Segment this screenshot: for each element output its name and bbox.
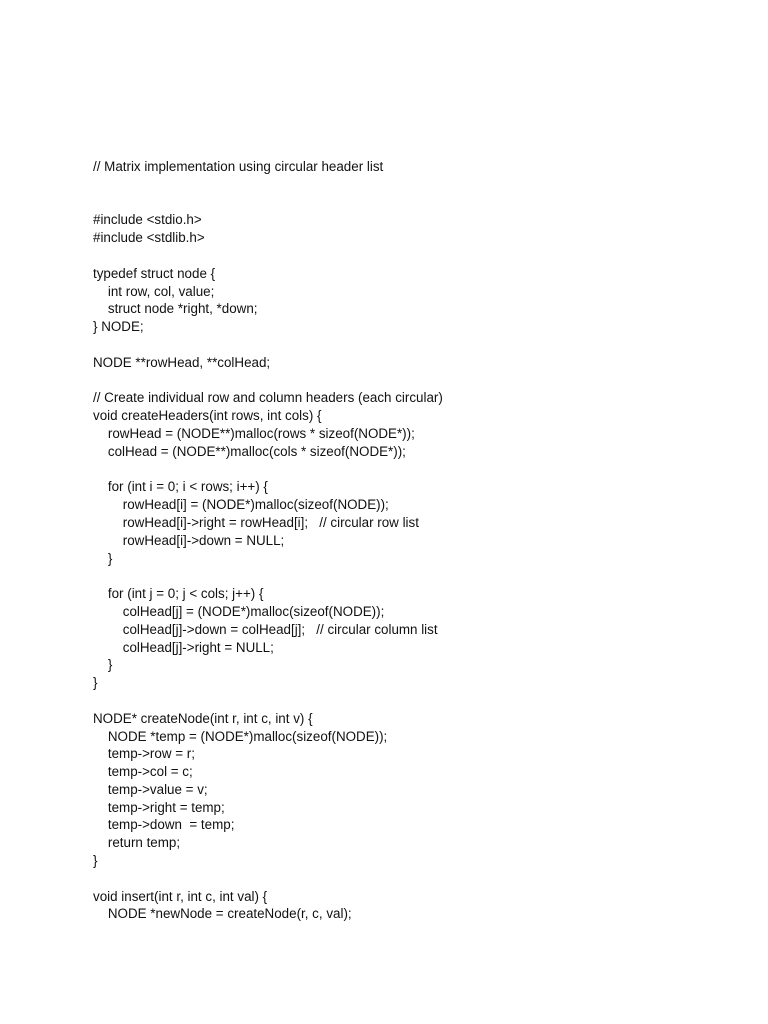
code-line: temp->value = v;	[93, 781, 208, 797]
code-line: }	[93, 675, 98, 691]
code-line: temp->down = temp;	[93, 817, 235, 833]
code-line	[93, 372, 733, 390]
code-line: temp->row = r;	[93, 746, 195, 762]
code-line	[93, 567, 733, 585]
code-line: NODE **rowHead, **colHead;	[93, 354, 271, 370]
code-line	[93, 247, 733, 265]
code-line: } NODE;	[93, 319, 144, 335]
code-line: rowHead[i]->down = NULL;	[93, 532, 285, 548]
code-line: temp->right = temp;	[93, 799, 225, 815]
code-line	[93, 461, 733, 479]
code-line: }	[93, 853, 98, 869]
code-line	[93, 692, 733, 710]
code-line: temp->col = c;	[93, 764, 193, 780]
code-line: int row, col, value;	[93, 283, 215, 299]
code-line: struct node *right, *down;	[93, 301, 258, 317]
code-line	[93, 336, 733, 354]
code-listing	[93, 158, 733, 923]
code-line: colHead[j]->right = NULL;	[93, 639, 274, 655]
code-line: rowHead[i]->right = rowHead[i]; // circular row list	[93, 514, 419, 530]
code-line: for (int i = 0; i < rows; i++) {	[93, 479, 268, 495]
code-line: colHead[j] = (NODE*)malloc(sizeof(NODE));	[93, 603, 385, 619]
code-line: // Create individual row and column headers (each circular)	[93, 390, 443, 406]
code-line: return temp;	[93, 835, 181, 851]
code-line: NODE *temp = (NODE*)malloc(sizeof(NODE));	[93, 728, 388, 744]
code-line	[93, 870, 733, 888]
code-line	[93, 194, 733, 212]
code-line: }	[93, 550, 113, 566]
code-line: }	[93, 657, 113, 673]
code-line: NODE* createNode(int r, int c, int v) {	[93, 710, 313, 726]
code-line: colHead[j]->down = colHead[j]; // circular column list	[93, 621, 438, 637]
code-line: void insert(int r, int c, int val) {	[93, 888, 268, 904]
code-line: for (int j = 0; j < cols; j++) {	[93, 586, 264, 602]
code-line: #include <stdio.h>	[93, 212, 202, 228]
code-line: #include <stdlib.h>	[93, 230, 205, 246]
code-line: void createHeaders(int rows, int cols) {	[93, 408, 322, 424]
code-line: rowHead = (NODE**)malloc(rows * sizeof(NODE*));	[93, 425, 415, 441]
code-line	[93, 176, 733, 194]
code-line: // Matrix implementation using circular header list	[93, 159, 384, 174]
code-line: typedef struct node {	[93, 265, 216, 281]
code-line: NODE *newNode = createNode(r, c, val);	[93, 906, 352, 922]
code-line: rowHead[i] = (NODE*)malloc(sizeof(NODE));	[93, 497, 389, 513]
code-line: colHead = (NODE**)malloc(cols * sizeof(NODE*));	[93, 443, 406, 459]
